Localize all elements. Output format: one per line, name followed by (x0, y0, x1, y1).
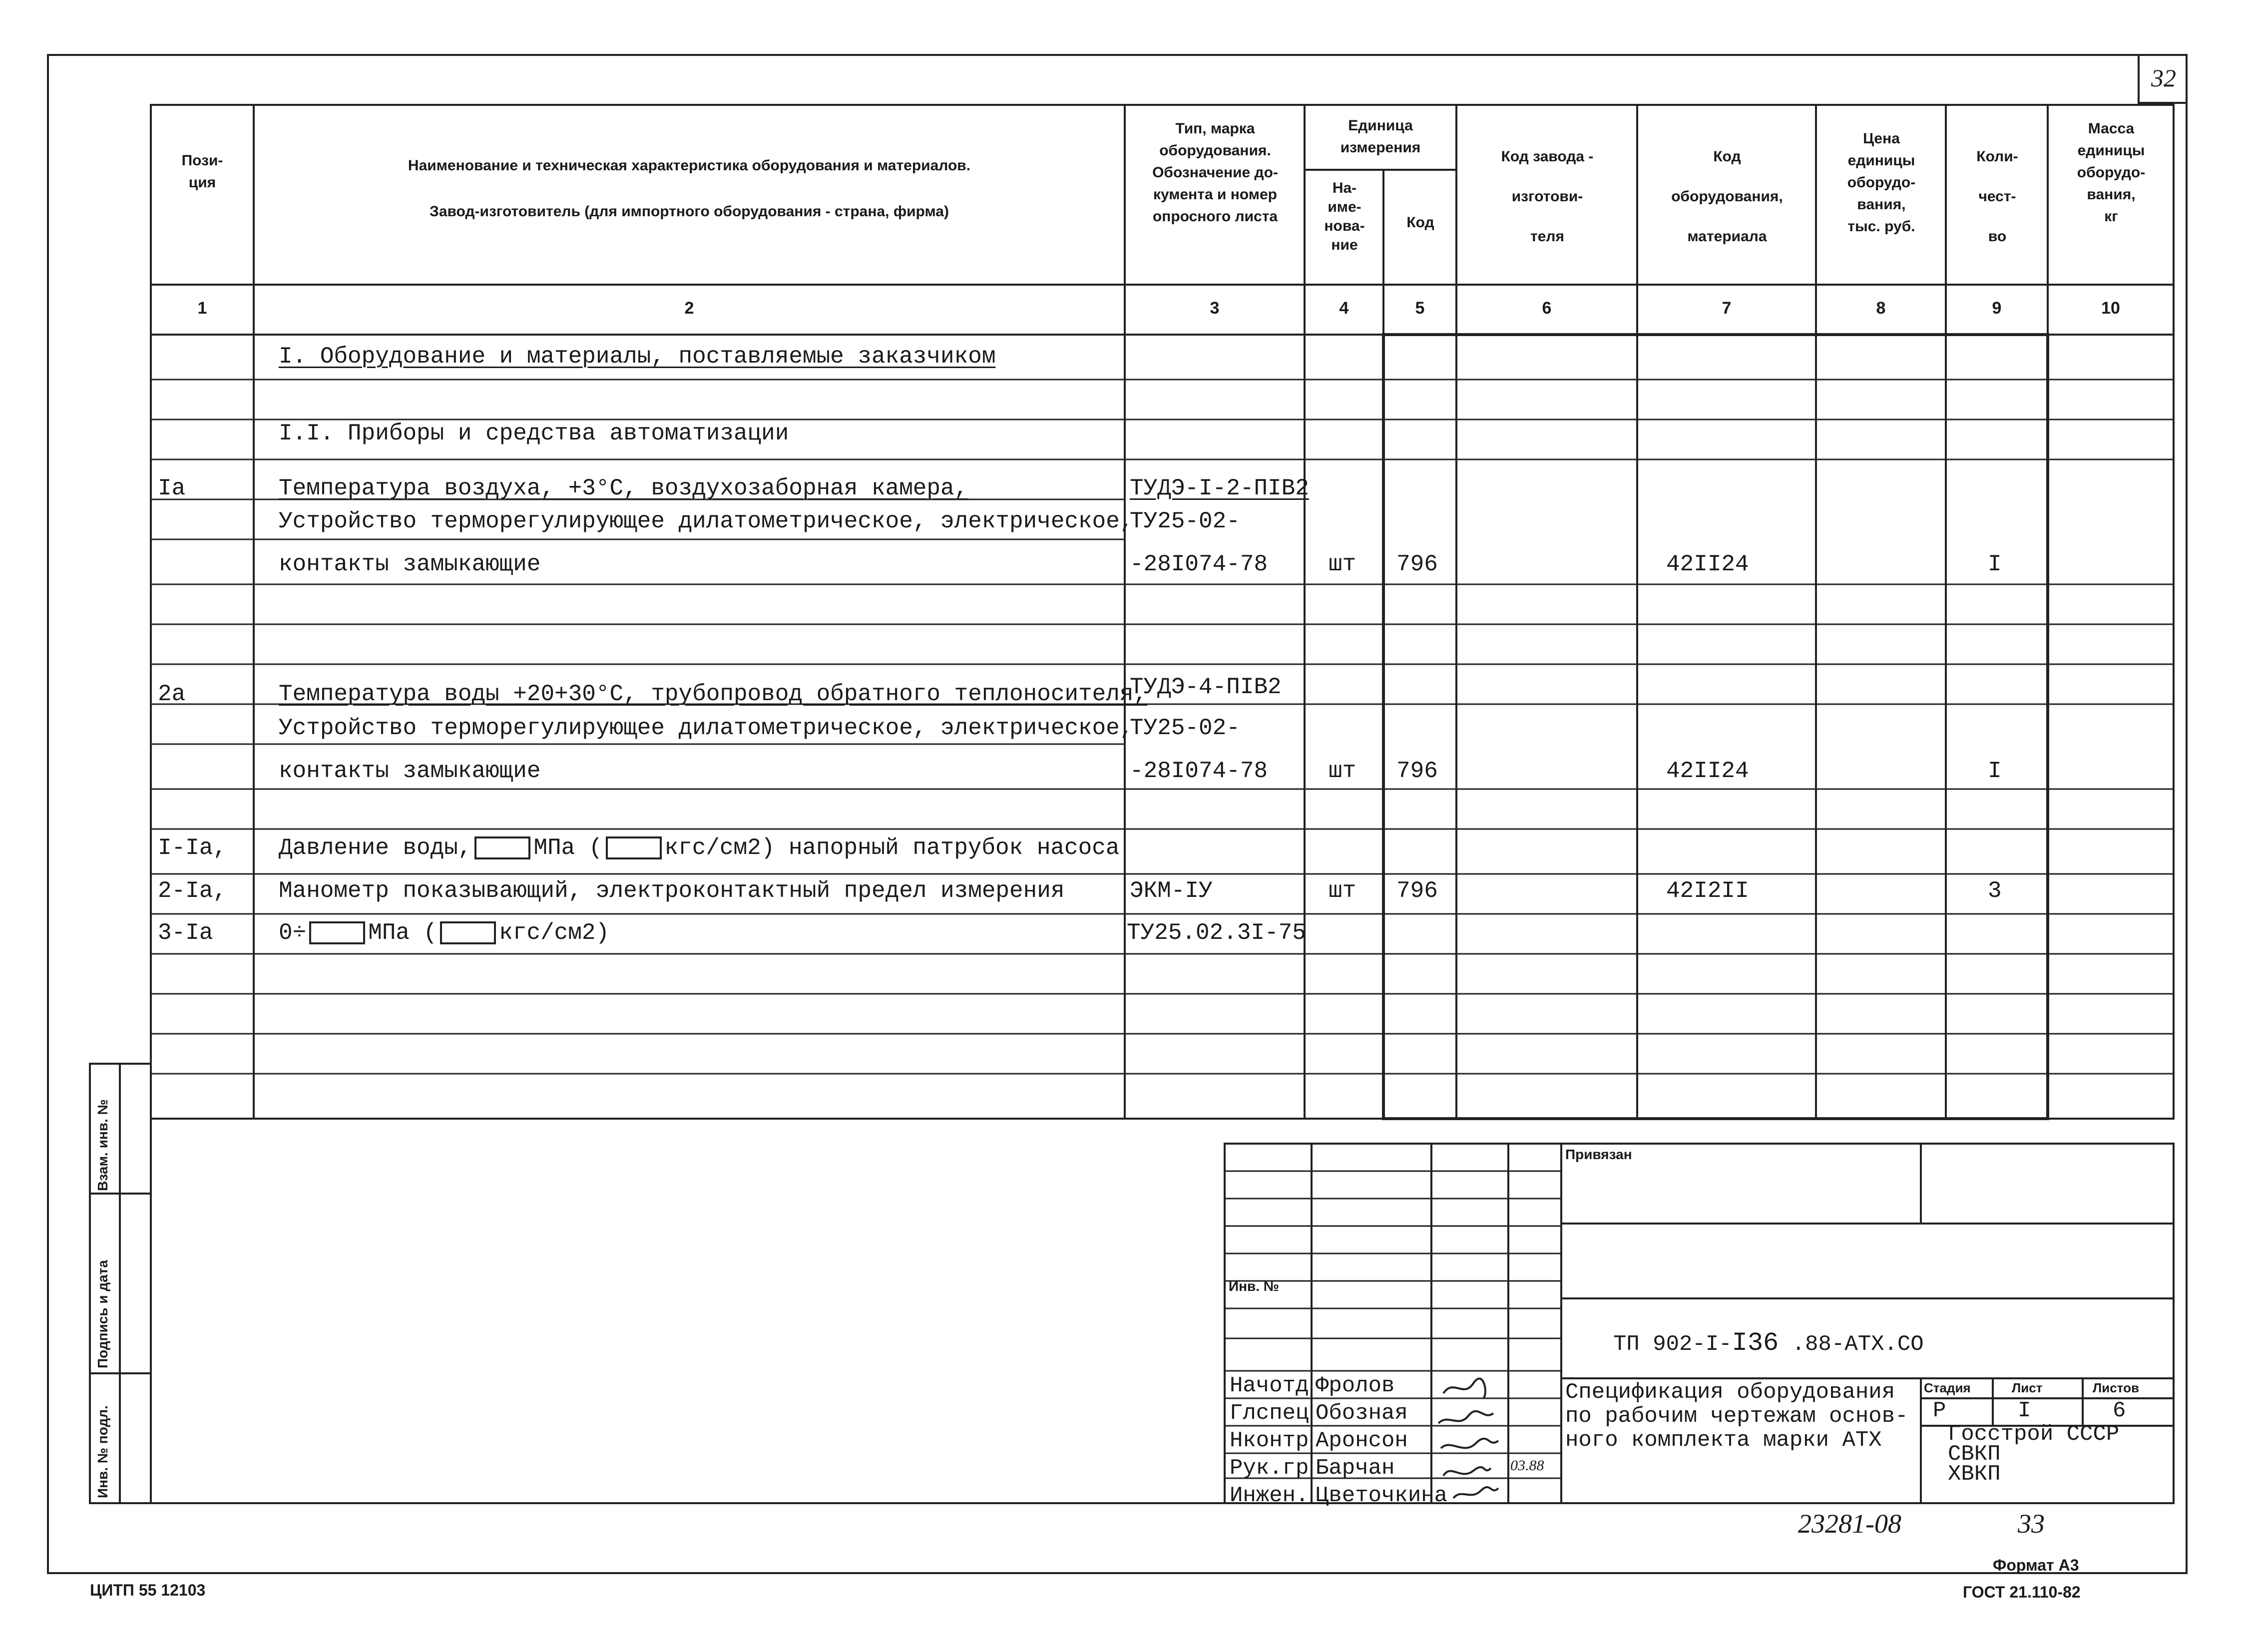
stamp-signature-date: Подпись и дата (95, 1260, 110, 1368)
bound-label: Привязан (1565, 1147, 1632, 1162)
row-name: контакты замыкающие (279, 758, 541, 784)
colnum-2: 2 (684, 299, 694, 318)
colnum-10: 10 (2101, 299, 2120, 318)
citp-label: ЦИТП 55 12103 (90, 1581, 206, 1599)
stamp-inv-orig: Инв. № подл. (95, 1405, 110, 1498)
header-unit: Единица измерения (1340, 117, 1421, 156)
row-unit-code: 796 (1396, 551, 1438, 577)
row-type: -28I074-78 (1130, 758, 1268, 784)
colnum-5: 5 (1415, 299, 1425, 318)
colnum-7: 7 (1722, 299, 1732, 318)
header-type: Тип, марка оборудования. Обозначение до- кумента и номер опросного листа (1152, 120, 1278, 225)
row-position: 3-Ia (158, 920, 213, 946)
row-position: I-Ia, (158, 835, 227, 861)
signer-names: Фролов Обозная Аронсон Барчан Цветочкина (1316, 1373, 1448, 1508)
row-type: -28I074-78 (1130, 551, 1268, 577)
row-position: Ia (158, 475, 186, 501)
row-unit: шт (1329, 758, 1356, 784)
row-name: Устройство терморегулирующее дилатометрическое, электрическое, (279, 508, 1134, 534)
row-name: 0÷ МПа ( кгс/см2) (279, 920, 610, 946)
row-type: ЭКМ-IУ (1130, 878, 1213, 904)
row-unit: шт (1329, 551, 1356, 577)
document-code: ТП 902-I-I36 .88-АТХ.СО (1613, 1328, 1924, 1358)
colnum-1: 1 (197, 299, 207, 318)
blank-box (606, 836, 662, 859)
format-label: Формат А3 (1993, 1556, 2079, 1574)
header-position: Пози- ция (181, 152, 223, 191)
header-unit-code: Код (1406, 214, 1434, 231)
row-type: ТУДЭ-4-ПIВ2 (1130, 674, 1282, 700)
row-name: контакты замыкающие (279, 551, 541, 577)
section-title: I. Оборудование и материалы, поставляемые заказчиком (279, 344, 996, 370)
colnum-3: 3 (1210, 299, 1220, 318)
sheets-label: Листов (2093, 1380, 2139, 1395)
row-unit: шт (1329, 878, 1356, 904)
header-price: Цена единицы оборудо- вания, тыс. руб. (1847, 130, 1916, 235)
row-quantity: 3 (1988, 878, 2002, 904)
row-equipment-code: 42II24 (1666, 758, 1749, 784)
row-name: Давление воды, МПа ( кгс/см2) напорный патрубок насоса (279, 835, 1120, 861)
archive-page: 33 (2018, 1509, 2045, 1539)
header-unit-name: На- име- нова- ние (1324, 180, 1365, 253)
blank-box (474, 836, 530, 859)
row-position: 2-Ia, (158, 878, 227, 904)
stage-value: Р (1933, 1398, 1946, 1423)
sheet-label: Лист (2012, 1380, 2043, 1395)
row-name: Температура воды +20+30°С, трубопровод обратного теплоносителя, (279, 681, 1148, 707)
colnum-4: 4 (1339, 299, 1349, 318)
row-equipment-code: 42II24 (1666, 551, 1749, 577)
row-type: ТУДЭ-I-2-ПIВ2 (1130, 475, 1309, 501)
row-type: ТУ25.02.3I-75 (1127, 920, 1306, 946)
row-position: 2a (158, 681, 186, 707)
stamp-replacement-inv: Взам. инв. № (95, 1099, 110, 1191)
signatures (1433, 1373, 1508, 1503)
page-number: 32 (2138, 54, 2188, 104)
row-unit-code: 796 (1396, 878, 1438, 904)
colnum-6: 6 (1542, 299, 1552, 318)
colnum-9: 9 (1992, 299, 2002, 318)
header-factory-code: Код завода - изготови- теля (1501, 148, 1594, 245)
sheets-value: 6 (2113, 1398, 2126, 1423)
header-mass: Масса единицы оборудо- вания, кг (2077, 120, 2146, 225)
archive-number: 23281-08 (1798, 1509, 1901, 1539)
sign-date: 03.88 (1510, 1457, 1544, 1474)
row-quantity: I (1988, 551, 2002, 577)
row-name: Устройство терморегулирующее дилатометрическое, электрическое, (279, 715, 1134, 741)
organization: Госстрой СССР СВКП ХВКП (1948, 1422, 2120, 1487)
header-quantity: Коли- чест- во (1976, 148, 2018, 245)
row-name: Температура воздуха, +3°С, воздухозаборная камера, (279, 475, 968, 501)
row-quantity: I (1988, 758, 2002, 784)
sheet-value: I (2018, 1398, 2031, 1423)
blank-box (440, 921, 496, 944)
header-equipment-code: Код оборудования, материала (1671, 148, 1783, 245)
header-name: Наименование и техническая характеристика оборудования и материалов. Завод-изготовитель (для импортного оборудования - страна, фирма) (408, 157, 971, 220)
row-equipment-code: 42I2II (1666, 878, 1749, 904)
colnum-8: 8 (1876, 299, 1886, 318)
row-type: ТУ25-02- (1130, 715, 1240, 741)
signer-roles: Начотд Глспец Нконтр Рук.гр Инжен. (1230, 1373, 1309, 1508)
document-title: Спецификация оборудования по рабочим чертежам основ- ного комплекта марки АТХ (1565, 1380, 1908, 1453)
stage-label: Стадия (1924, 1380, 1971, 1395)
subsection-title: I.I. Приборы и средства автоматизации (279, 420, 789, 446)
gost-label: ГОСТ 21.110-82 (1963, 1583, 2081, 1601)
row-type: ТУ25-02- (1130, 508, 1240, 534)
row-unit-code: 796 (1396, 758, 1438, 784)
row-name: Манометр показывающий, электроконтактный предел измерения (279, 878, 1065, 904)
blank-box (309, 921, 365, 944)
inv-no-label: Инв. № (1229, 1278, 1280, 1294)
